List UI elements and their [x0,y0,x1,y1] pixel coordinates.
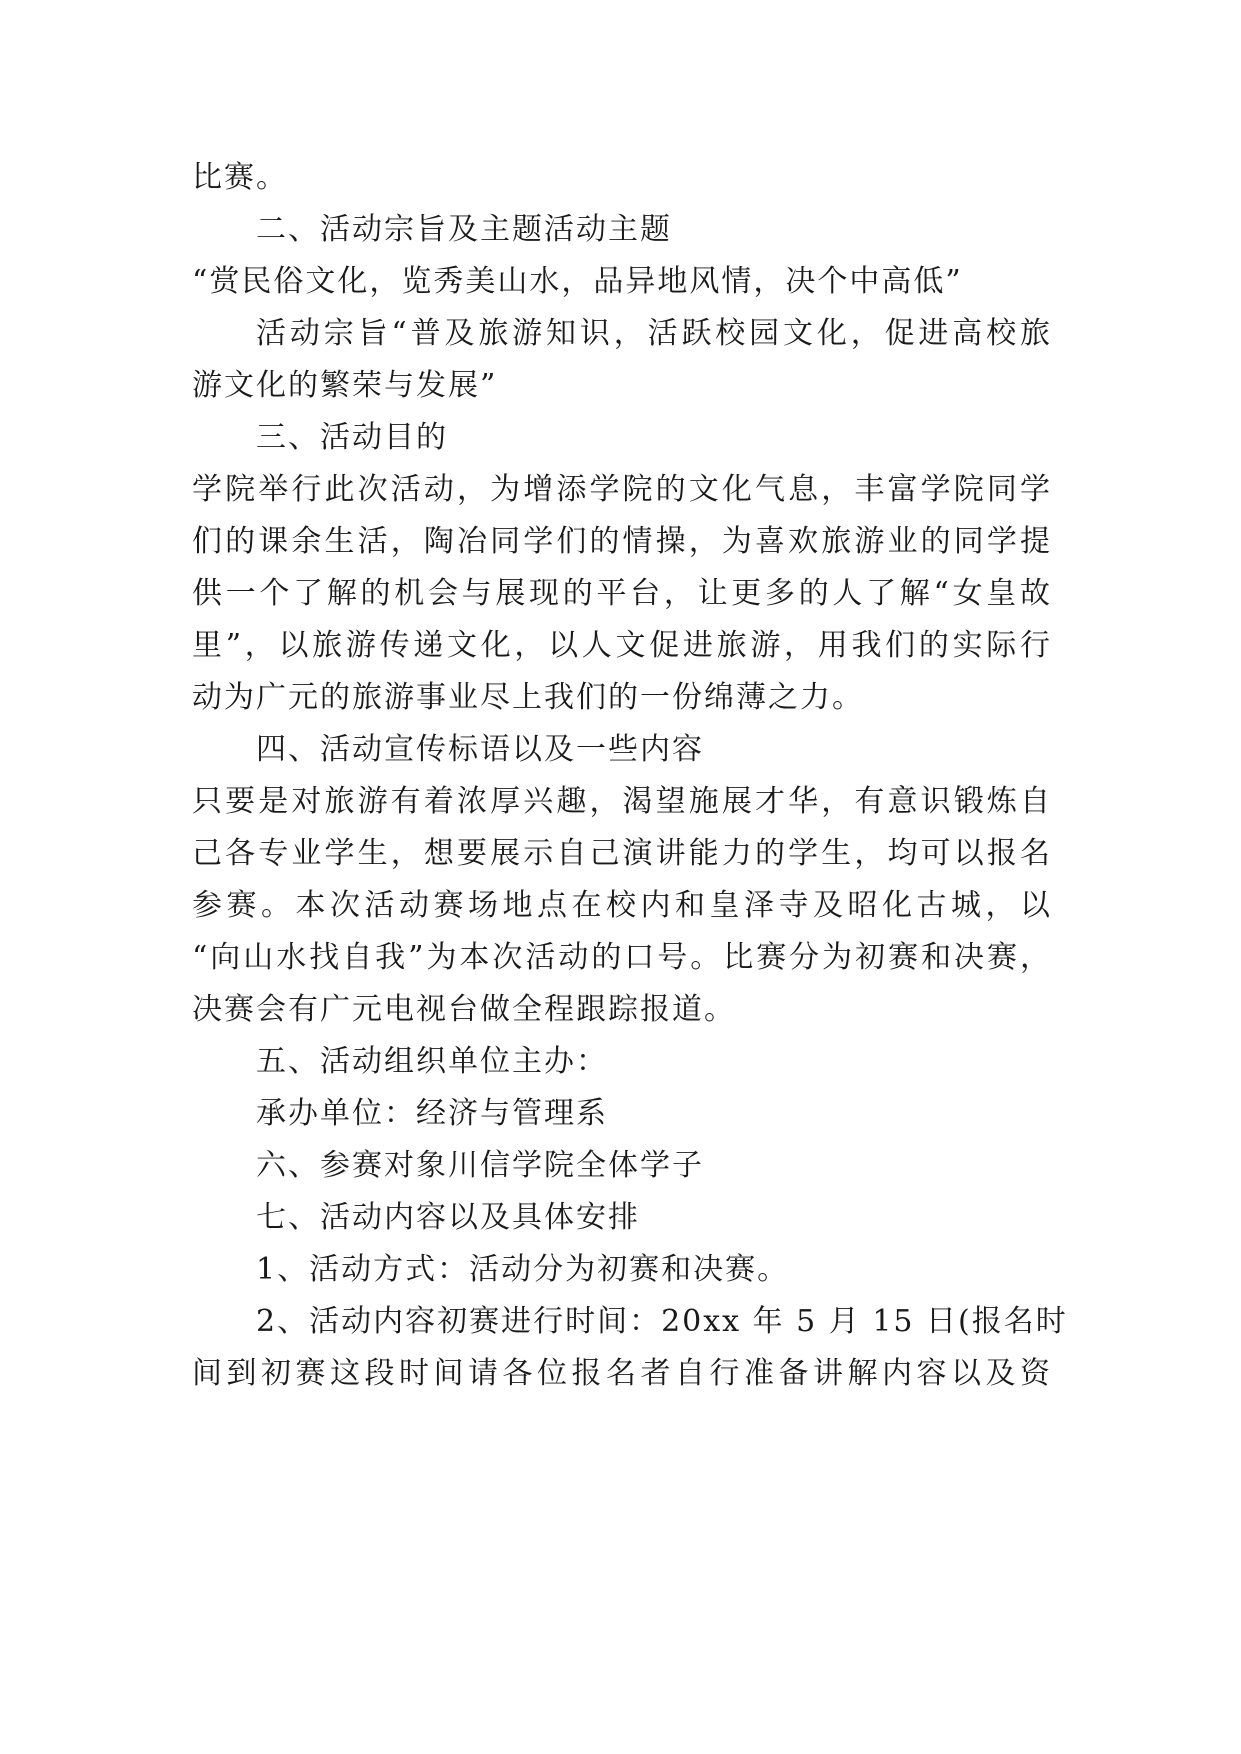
text-line: 己各专业学生，想要展示自己演讲能力的学生，均可以报名 [192,836,1052,871]
text-line: “赏民俗文化，览秀美山水，品异地风情，决个中高低” [192,264,963,299]
text-line: 只要是对旅游有着浓厚兴趣，渴望施展才华，有意识锻炼自 [192,784,1052,819]
text-line: 们的课余生活，陶冶同学们的情操，为喜欢旅游业的同学提 [192,524,1052,559]
text-line: 里”，以旅游传递文化，以人文促进旅游，用我们的实际行 [192,628,1052,663]
section-heading: 七、活动内容以及具体安排 [256,1200,640,1235]
text-line: 学院举行此次活动，为增添学院的文化气息，丰富学院同学 [192,472,1052,507]
section-heading: 六、参赛对象川信学院全体学子 [256,1148,704,1183]
section-heading: 五、活动组织单位主办： [256,1044,608,1079]
document-body [192,152,1068,1400]
text-line: “向山水找自我”为本次活动的口号。比赛分为初赛和决赛， [192,940,1052,975]
section-heading: 四、活动宣传标语以及一些内容 [256,732,704,767]
text-line: 比赛。 [192,160,288,195]
text-line: 供一个了解的机会与展现的平台，让更多的人了解“女皇故 [192,576,1052,611]
text-line: 参赛。本次活动赛场地点在校内和皇泽寺及昭化古城，以 [192,888,1052,923]
text-line: 游文化的繁荣与发展” [192,368,498,403]
text-line: 决赛会有广元电视台做全程跟踪报道。 [192,992,736,1027]
text-line: 承办单位：经济与管理系 [256,1096,608,1131]
text-line: 1、活动方式：活动分为初赛和决赛。 [256,1252,790,1287]
text-line: 间到初赛这段时间请各位报名者自行准备讲解内容以及资 [192,1356,1052,1391]
text-line: 动为广元的旅游事业尽上我们的一份绵薄之力。 [192,680,864,715]
section-heading: 三、活动目的 [256,420,448,455]
text-line: 活动宗旨“普及旅游知识，活跃校园文化，促进高校旅 [256,316,1052,351]
section-heading: 二、活动宗旨及主题活动主题 [256,212,672,247]
text-line: 2、活动内容初赛进行时间：20xx 年 5 月 15 日(报名时 [256,1304,1068,1339]
